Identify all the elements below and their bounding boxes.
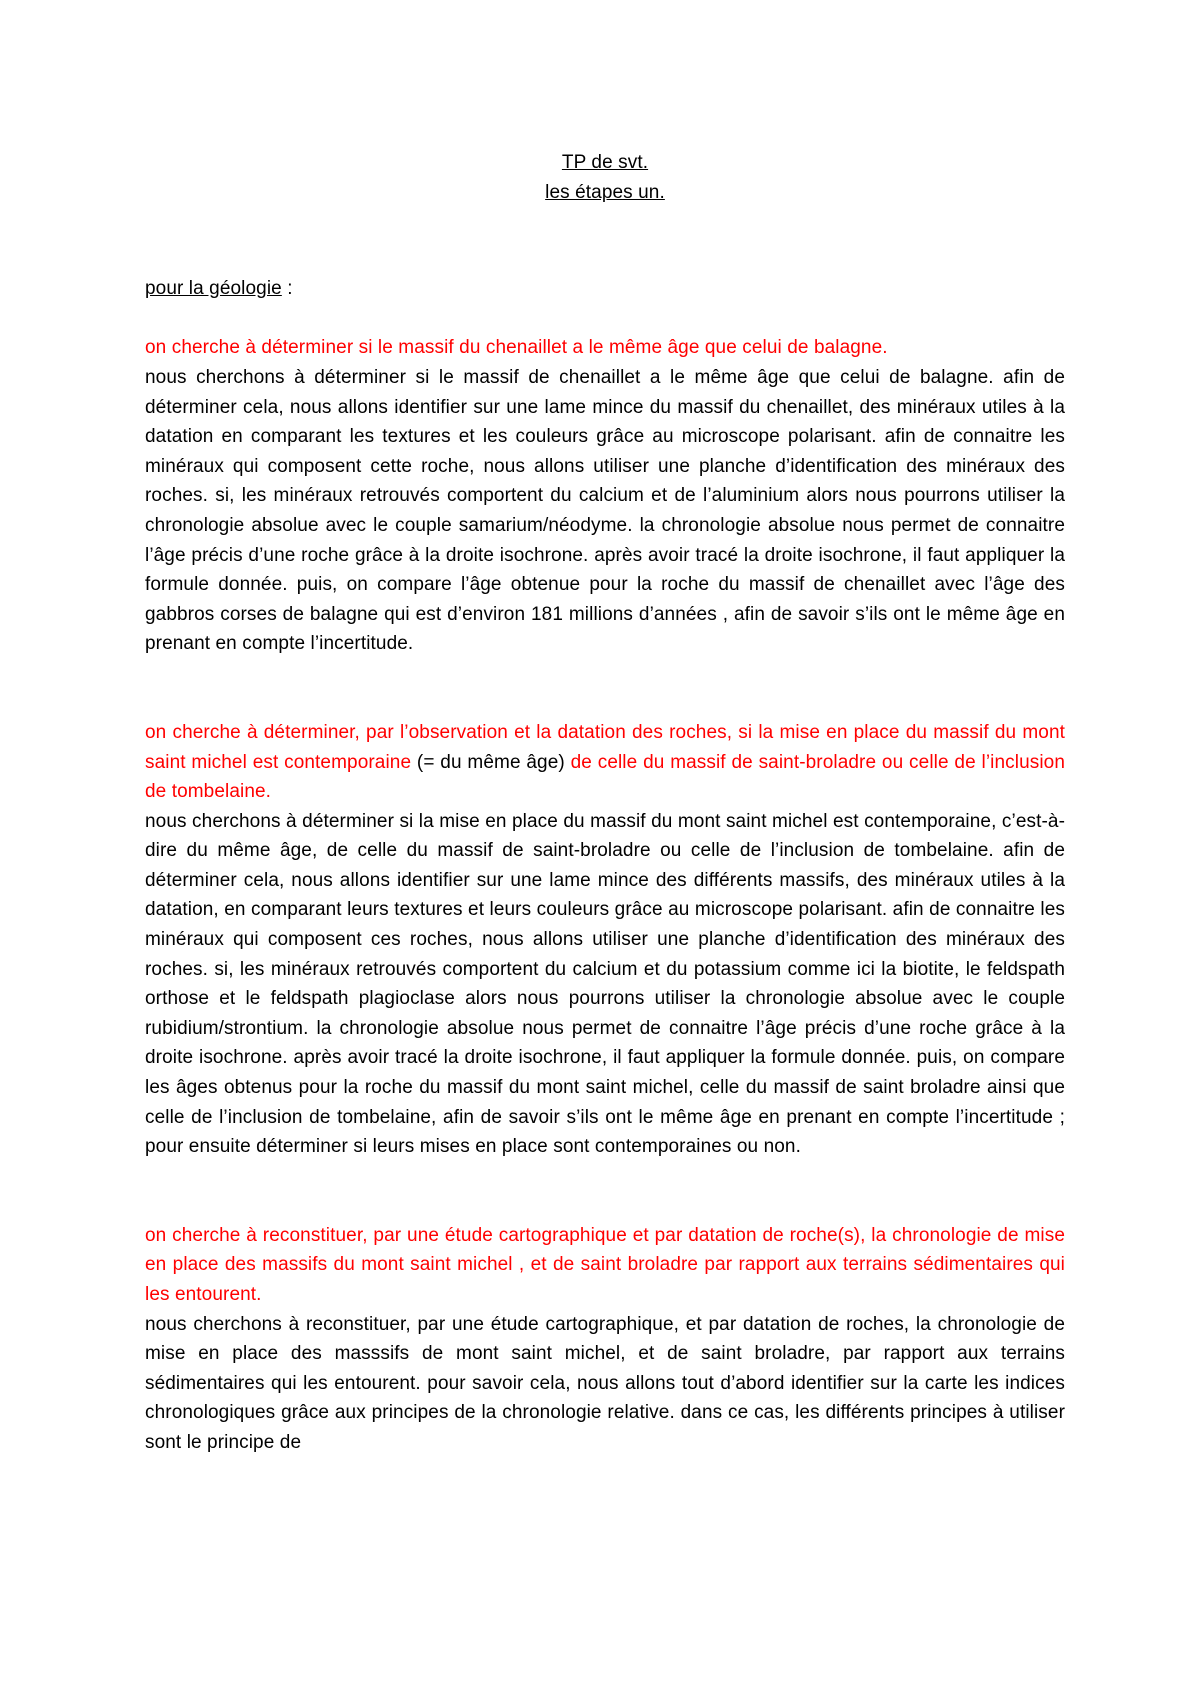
block-spacer xyxy=(145,1162,1065,1221)
title-line-2: les étapes un. xyxy=(545,181,665,203)
section-heading xyxy=(145,274,1065,304)
section-heading-label: pour la géologie xyxy=(145,278,282,300)
problem-2-part-2: (= du même âge) xyxy=(411,751,571,773)
problem-2-part-3: de celle du massif de saint-broladre ou celle de l’inclusion de tombelaine. xyxy=(145,751,1065,803)
block-spacer xyxy=(145,659,1065,718)
answer-paragraph-3: nous cherchons à reconstituer, par une étude cartographique, et par datation de roches, la chronologie de mise en place des masssifs de mont saint michel, et de saint broladre, par rapport aux terrains sédimentaires qui les entourent. pour savoir cela, nous allons tout d’abord identifier sur la carte les indices chronologiques grâce aux principes de la chronologie relative. dans ce cas, les différents principes à utiliser sont le principe de xyxy=(145,1313,1065,1453)
title-line-1: TP de svt. xyxy=(561,152,649,173)
document-content xyxy=(145,148,1065,1458)
answer-paragraph-2: nous cherchons à déterminer si la mise en place du massif du mont saint michel est contemporaine, c’est-à-dire du même âge, de celle du massif de saint-broladre ou celle de l’inclusion de tombelaine. afin de déterminer cela, nous allons identifier sur une lame mince des différents massifs, des minéraux utiles à la datation, en comparant leurs textures et leurs couleurs grâce au microscope polarisant. afin de connaitre les minéraux qui composent ces roches, nous allons utiliser une planche d’identification des minéraux des roches. si, les minéraux retrouvés comportent du calcium et du potassium comme ici la biotite, le feldspath orthose et le feldspath plagioclase alors nous pourrons utiliser la chronologie absolue avec le couple rubidium/strontium. la chronologie absolue nous permet de connaitre l’âge précis d’une roche grâce à la droite isochrone. après avoir tracé la droite isochrone, il faut appliquer la formule donnée. puis, on compare les âges obtenus pour la roche du massif du mont saint michel, celle du massif de saint broladre ainsi que celle de l’inclusion de tombelaine, afin de savoir s’ils ont le même âge en prenant en compte l’incertitude ; pour ensuite déterminer si leurs mises en place sont contemporaines ou non. xyxy=(145,810,1065,1158)
answer-paragraph-1: nous cherchons à déterminer si le massif de chenaillet a le même âge que celui de balagne. afin de déterminer cela, nous allons identifier sur une lame mince du massif du chenaillet, des minéraux utiles à la datation en comparant les textures et les couleurs grâce au microscope polarisant. afin de connaitre les minéraux qui composent cette roche, nous allons utiliser une planche d’identification des minéraux des roches. si, les minéraux retrouvés comportent du calcium et de l’aluminium alors nous pourrons utiliser la chronologie absolue avec le couple samarium/néodyme. la chronologie absolue nous permet de connaitre l’âge précis d’une roche grâce à la droite isochrone. après avoir tracé la droite isochrone, il faut appliquer la formule donnée. puis, on compare l’âge obtenue pour la roche du massif de chenaillet avec l’âge des gabbros corses de balagne qui est d’environ 181 millions d’années , afin de savoir s’ils ont le même âge en prenant en compte l’incertitude. xyxy=(145,366,1065,655)
section-heading-colon: : xyxy=(281,278,293,300)
document-title xyxy=(145,148,1065,207)
problem-2-part-1: on cherche à déterminer, par l’observation et la datation des roches, si la mise en place du massif du mont saint michel est contemporaine xyxy=(145,721,1065,773)
problem-statement-3: on cherche à reconstituer, par une étude cartographique et par datation de roche(s), la chronologie de mise en place des massifs du mont saint michel , et de saint broladre par rapport aux terrains sédimentaires qui les entourent. xyxy=(145,1224,1065,1305)
problem-statement-2 xyxy=(145,718,1065,807)
problem-statement-1: on cherche à déterminer si le massif du chenaillet a le même âge que celui de balagne. xyxy=(145,337,888,359)
